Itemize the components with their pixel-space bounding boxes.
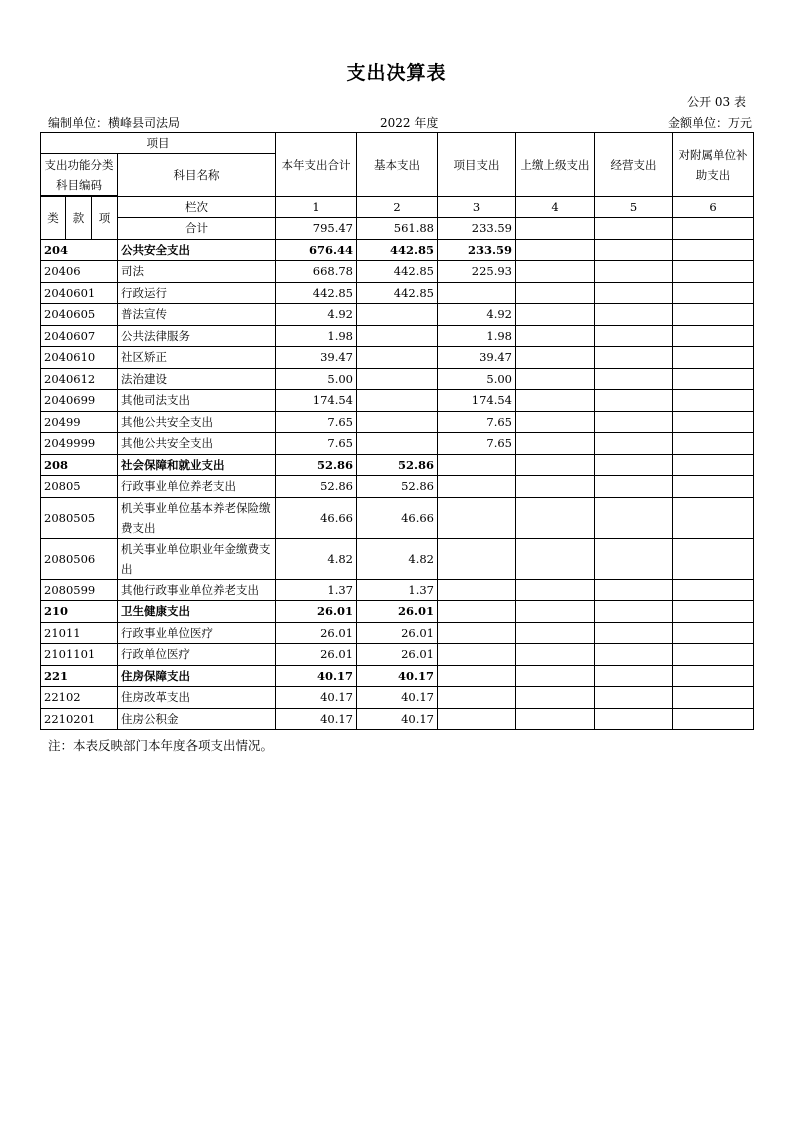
row-upper (516, 708, 595, 730)
table-row (41, 368, 754, 390)
row-subsidy (673, 282, 754, 304)
header-xiang: 项 (92, 197, 118, 240)
row-subsidy (673, 687, 754, 709)
row-basic: 52.86 (357, 476, 438, 498)
row-total: 46.66 (276, 497, 357, 538)
row-operating (595, 433, 673, 455)
col-number-5: 5 (595, 197, 673, 218)
fiscal-year: 2022 年度 (380, 116, 439, 130)
table-row (41, 579, 754, 601)
row-code: 2080506 (41, 538, 118, 579)
table-row (41, 622, 754, 644)
row-name: 机关事业单位职业年金缴费支出 (118, 538, 276, 579)
row-total: 1.98 (276, 325, 357, 347)
row-total: 52.86 (276, 454, 357, 476)
row-code: 2210201 (41, 708, 118, 730)
row-subsidy (673, 497, 754, 538)
table-row (41, 665, 754, 687)
expenditure-table (40, 132, 754, 730)
row-name: 其他公共安全支出 (118, 433, 276, 455)
row-total: 5.00 (276, 368, 357, 390)
table-row (41, 261, 754, 283)
row-project (438, 476, 516, 498)
row-basic: 442.85 (357, 282, 438, 304)
row-code: 2049999 (41, 433, 118, 455)
row-name: 卫生健康支出 (118, 601, 276, 623)
row-total: 39.47 (276, 347, 357, 369)
row-subsidy (673, 433, 754, 455)
row-upper (516, 239, 595, 261)
row-operating (595, 304, 673, 326)
row-name: 住房改革支出 (118, 687, 276, 709)
row-code: 208 (41, 454, 118, 476)
row-name: 机关事业单位基本养老保险缴费支出 (118, 497, 276, 538)
table-row (41, 708, 754, 730)
row-total: 26.01 (276, 644, 357, 666)
row-basic (357, 304, 438, 326)
row-code: 2101101 (41, 644, 118, 666)
row-total: 40.17 (276, 708, 357, 730)
header-lanci: 栏次 (118, 197, 276, 218)
row-code: 2080599 (41, 579, 118, 601)
row-subsidy (673, 622, 754, 644)
table-row (41, 325, 754, 347)
total-project: 233.59 (438, 218, 516, 240)
row-upper (516, 687, 595, 709)
row-basic: 46.66 (357, 497, 438, 538)
row-upper (516, 390, 595, 412)
row-subsidy (673, 538, 754, 579)
row-project: 174.54 (438, 390, 516, 412)
row-basic: 40.17 (357, 665, 438, 687)
row-code: 2040610 (41, 347, 118, 369)
row-project (438, 622, 516, 644)
row-name: 社会保障和就业支出 (118, 454, 276, 476)
row-upper (516, 601, 595, 623)
row-upper (516, 304, 595, 326)
row-name: 行政事业单位养老支出 (118, 476, 276, 498)
row-name: 司法 (118, 261, 276, 283)
row-total: 26.01 (276, 622, 357, 644)
row-project (438, 454, 516, 476)
row-upper (516, 622, 595, 644)
row-project (438, 665, 516, 687)
page-title: 支出决算表 (346, 62, 447, 84)
row-total: 40.17 (276, 665, 357, 687)
row-subsidy (673, 454, 754, 476)
total-operating (595, 218, 673, 240)
row-name: 普法宣传 (118, 304, 276, 326)
row-upper (516, 454, 595, 476)
header-item: 项目 (41, 133, 276, 154)
row-operating (595, 411, 673, 433)
total-row (41, 218, 754, 240)
row-upper (516, 325, 595, 347)
row-upper (516, 476, 595, 498)
row-code: 21011 (41, 622, 118, 644)
row-total: 1.37 (276, 579, 357, 601)
row-upper (516, 665, 595, 687)
row-project: 5.00 (438, 368, 516, 390)
row-name: 其他司法支出 (118, 390, 276, 412)
row-project (438, 708, 516, 730)
row-project (438, 601, 516, 623)
row-operating (595, 325, 673, 347)
row-project: 4.92 (438, 304, 516, 326)
row-basic: 442.85 (357, 261, 438, 283)
total-subsidy (673, 218, 754, 240)
meta-line (40, 114, 752, 130)
row-project: 1.98 (438, 325, 516, 347)
row-subsidy (673, 368, 754, 390)
table-row (41, 601, 754, 623)
row-operating (595, 665, 673, 687)
row-code: 20499 (41, 411, 118, 433)
row-project: 39.47 (438, 347, 516, 369)
row-upper (516, 347, 595, 369)
row-subsidy (673, 644, 754, 666)
row-subsidy (673, 347, 754, 369)
header-lei: 类 (41, 197, 66, 240)
row-subsidy (673, 411, 754, 433)
col-number-2: 2 (357, 197, 438, 218)
table-row (41, 644, 754, 666)
header-code: 支出功能分类科目编码 (41, 154, 118, 196)
table-row (41, 411, 754, 433)
row-subsidy (673, 304, 754, 326)
header-operating: 经营支出 (595, 133, 673, 197)
row-basic (357, 411, 438, 433)
row-subsidy (673, 601, 754, 623)
table-row (41, 687, 754, 709)
table-row (41, 433, 754, 455)
row-code: 2040601 (41, 282, 118, 304)
row-name: 其他公共安全支出 (118, 411, 276, 433)
col-number-3: 3 (438, 197, 516, 218)
header-total: 本年支出合计 (276, 133, 357, 197)
row-upper (516, 261, 595, 283)
row-name: 住房公积金 (118, 708, 276, 730)
form-number: 公开 03 表 (687, 95, 746, 109)
row-subsidy (673, 579, 754, 601)
row-basic: 52.86 (357, 454, 438, 476)
amount-unit: 金额单位：万元 (667, 116, 752, 130)
row-code: 22102 (41, 687, 118, 709)
header-name: 科目名称 (118, 154, 276, 197)
table-row (41, 538, 754, 579)
row-code: 204 (41, 239, 118, 261)
row-operating (595, 454, 673, 476)
row-operating (595, 239, 673, 261)
row-upper (516, 282, 595, 304)
col-number-4: 4 (516, 197, 595, 218)
row-basic: 442.85 (357, 239, 438, 261)
row-upper (516, 497, 595, 538)
row-operating (595, 347, 673, 369)
row-code: 210 (41, 601, 118, 623)
row-project: 7.65 (438, 433, 516, 455)
row-total: 668.78 (276, 261, 357, 283)
row-operating (595, 601, 673, 623)
total-label: 合计 (118, 218, 276, 240)
row-name: 公共安全支出 (118, 239, 276, 261)
row-operating (595, 390, 673, 412)
row-project (438, 644, 516, 666)
row-basic: 26.01 (357, 601, 438, 623)
row-code: 221 (41, 665, 118, 687)
row-name: 其他行政事业单位养老支出 (118, 579, 276, 601)
row-basic: 40.17 (357, 708, 438, 730)
total-upper (516, 218, 595, 240)
row-operating (595, 579, 673, 601)
row-upper (516, 579, 595, 601)
row-project (438, 497, 516, 538)
row-basic (357, 325, 438, 347)
table-row (41, 454, 754, 476)
row-upper (516, 538, 595, 579)
row-upper (516, 368, 595, 390)
header-upper: 上缴上级支出 (516, 133, 595, 197)
row-subsidy (673, 476, 754, 498)
row-basic: 26.01 (357, 644, 438, 666)
header-kuan: 款 (66, 197, 92, 240)
row-name: 公共法律服务 (118, 325, 276, 347)
row-code: 20406 (41, 261, 118, 283)
row-project (438, 538, 516, 579)
row-basic (357, 433, 438, 455)
row-total: 52.86 (276, 476, 357, 498)
compiling-unit: 编制单位：横峰县司法局 (48, 116, 181, 130)
row-name: 行政事业单位医疗 (118, 622, 276, 644)
row-subsidy (673, 390, 754, 412)
table-row (41, 497, 754, 538)
row-basic: 40.17 (357, 687, 438, 709)
table-row (41, 476, 754, 498)
header-basic: 基本支出 (357, 133, 438, 197)
row-total: 7.65 (276, 433, 357, 455)
header-subsidy: 对附属单位补助支出 (673, 133, 754, 197)
row-code: 2040699 (41, 390, 118, 412)
row-operating (595, 687, 673, 709)
row-subsidy (673, 325, 754, 347)
row-operating (595, 622, 673, 644)
row-operating (595, 261, 673, 283)
row-total: 26.01 (276, 601, 357, 623)
row-name: 行政运行 (118, 282, 276, 304)
row-total: 7.65 (276, 411, 357, 433)
table-row (41, 239, 754, 261)
row-upper (516, 433, 595, 455)
row-operating (595, 708, 673, 730)
row-basic: 1.37 (357, 579, 438, 601)
table-row (41, 347, 754, 369)
row-upper (516, 644, 595, 666)
row-name: 法治建设 (118, 368, 276, 390)
table-row (41, 390, 754, 412)
row-project (438, 687, 516, 709)
row-project: 233.59 (438, 239, 516, 261)
row-subsidy (673, 239, 754, 261)
row-project (438, 579, 516, 601)
row-subsidy (673, 665, 754, 687)
row-basic: 4.82 (357, 538, 438, 579)
row-operating (595, 282, 673, 304)
row-name: 行政单位医疗 (118, 644, 276, 666)
row-operating (595, 644, 673, 666)
row-basic (357, 368, 438, 390)
row-total: 4.92 (276, 304, 357, 326)
row-total: 40.17 (276, 687, 357, 709)
row-name: 住房保障支出 (118, 665, 276, 687)
row-code: 2040607 (41, 325, 118, 347)
row-project: 225.93 (438, 261, 516, 283)
row-name: 社区矫正 (118, 347, 276, 369)
col-number-6: 6 (673, 197, 754, 218)
row-basic (357, 390, 438, 412)
row-project (438, 282, 516, 304)
row-operating (595, 497, 673, 538)
row-code: 20805 (41, 476, 118, 498)
row-code: 2040605 (41, 304, 118, 326)
row-subsidy (673, 261, 754, 283)
col-number-1: 1 (276, 197, 357, 218)
row-subsidy (673, 708, 754, 730)
row-project: 7.65 (438, 411, 516, 433)
footnote: 注：本表反映部门本年度各项支出情况。 (48, 738, 274, 753)
header-project: 项目支出 (438, 133, 516, 197)
table-row (41, 282, 754, 304)
row-basic: 26.01 (357, 622, 438, 644)
row-upper (516, 411, 595, 433)
row-basic (357, 347, 438, 369)
row-total: 174.54 (276, 390, 357, 412)
total-basic: 561.88 (357, 218, 438, 240)
row-total: 676.44 (276, 239, 357, 261)
row-total: 4.82 (276, 538, 357, 579)
row-operating (595, 538, 673, 579)
row-operating (595, 368, 673, 390)
table-row (41, 304, 754, 326)
total-total: 795.47 (276, 218, 357, 240)
row-operating (595, 476, 673, 498)
row-code: 2040612 (41, 368, 118, 390)
row-code: 2080505 (41, 497, 118, 538)
row-total: 442.85 (276, 282, 357, 304)
